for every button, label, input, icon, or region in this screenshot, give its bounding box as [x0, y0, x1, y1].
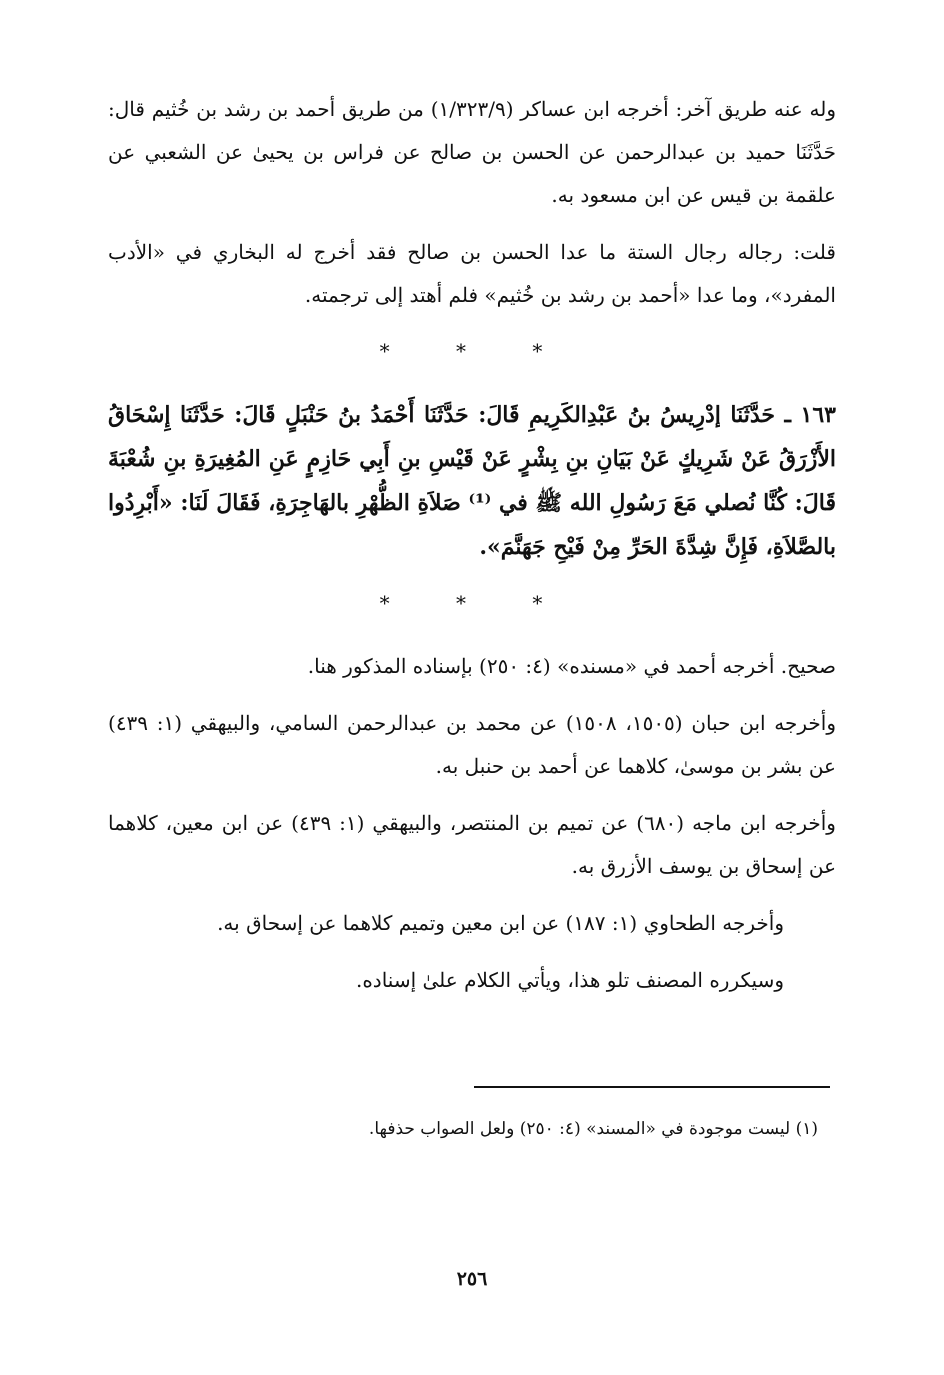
separator-star: *: [456, 339, 488, 363]
separator-star: *: [379, 591, 412, 615]
paragraph-narrator-note: قلت: رجاله رجال الستة ما عدا الحسن بن صالح فقد أخرج له البخاري في «الأدب المفرد»، وما عدا «أحمد بن رشد بن خُثيم» فلم أهتد إلى ترجمته.: [108, 240, 836, 307]
footnote: (١) ليست موجودة في «المسند» (٤: ٢٥٠) ولعل الصواب حذفها.: [368, 1119, 818, 1139]
commentary-paragraph: وأخرجه ابن حبان (١٥٠٥، ١٥٠٨) عن محمد بن عبدالرحمن السامي، والبيهقي (١: ٤٣٩) عن بشر بن موسىٰ، كلاهما عن أحمد بن حنبل به.: [108, 711, 836, 778]
page-number: ٢٥٦: [456, 1268, 488, 1290]
commentary-paragraph: وأخرجه الطحاوي (١: ١٨٧) عن ابن معين وتميم كلاهما عن إسحاق به.: [217, 911, 784, 935]
hadith-text: ١٦٣ ـ حَدَّثَنَا إدْرِيسُ بنُ عَبْدِالكَرِيمِ قَالَ: حَدَّثَنَا أَحْمَدُ بنُ حَنْبَلٍ قَالَ: حَدَّثَنَا إِسْحَاقُ الأَزْرَقُ عَنْ شَرِيكٍ عَنْ بَيَانِ بنِ بِشْرٍ عَنْ قَيْسِ بنِ أَبِي حَازِمٍ عَنِ المُغِيرَةِ بنِ شُعْبَةَ قَالَ: كُنَّا نُصلي مَعَ رَسُولِ الله ﷺ في ⁽¹⁾ صَلاَةِ الظُّهْرِ بالهَاجِرَةِ، فَقَالَ لَنَا: «أَبْرِدُوا بالصَّلاَةِ، فَإِنَّ شِدَّةَ الحَرِّ مِنْ فَيْحِ جَهَنَّمَ».: [108, 402, 836, 560]
separator-star: *: [532, 591, 565, 615]
commentary-paragraph: صحيح. أخرجه أحمد في «مسنده» (٤: ٢٥٠) بإسناده المذكور هنا.: [307, 654, 836, 678]
footnote-divider: [474, 1086, 830, 1088]
commentary-paragraph: وأخرجه ابن ماجه (٦٨٠) عن تميم بن المنتصر، والبيهقي (١: ٤٣٩) عن ابن معين، كلاهما عن إسحاق بن يوسف الأزرق به.: [108, 811, 836, 878]
section-separator: [108, 339, 836, 363]
separator-star: *: [456, 591, 488, 615]
commentary-paragraph: وسيكرره المصنف تلو هذا، ويأتي الكلام علىٰ إسناده.: [355, 968, 784, 992]
paragraph-alternate-chain: وله عنه طريق آخر: أخرجه ابن عساكر (١/٣٢٣/٩) من طريق أحمد بن رشد بن خُثيم قال: حَدَّثَنَا حميد بن عبدالرحمن عن الحسن بن صالح عن فراس بن يحيىٰ عن الشعبي عن علقمة بن قيس عن ابن مسعود به.: [108, 97, 836, 207]
page-body: [108, 88, 836, 1016]
separator-star: *: [379, 339, 412, 363]
section-separator: [108, 591, 836, 615]
separator-star: *: [532, 339, 565, 363]
